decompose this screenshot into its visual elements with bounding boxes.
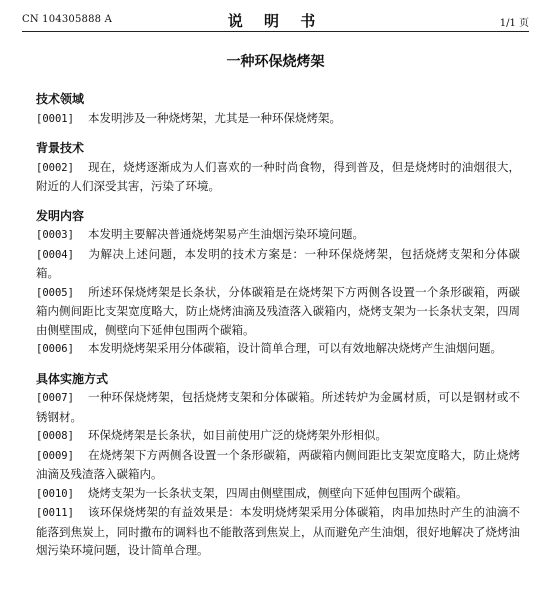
paragraph-text: 现在，烧烤逐渐成为人们喜欢的一种时尚食物，得到普及，但是烧烤时的油烟很大，附近的人们深受其害，污染了环境。 — [36, 159, 520, 193]
paragraph — [36, 426, 520, 446]
paragraph — [36, 339, 520, 359]
section-heading: 技术领域 — [36, 92, 85, 106]
paragraph-number: [0003] — [36, 229, 74, 241]
section-heading: 背景技术 — [36, 141, 85, 155]
paragraph — [36, 225, 520, 245]
paragraph — [36, 158, 520, 196]
paragraph — [36, 503, 520, 560]
paragraph-number: [0011] — [36, 507, 74, 519]
paragraph-number: [0009] — [36, 449, 74, 462]
paragraph — [36, 446, 520, 484]
paragraph — [36, 388, 520, 426]
document-body — [36, 90, 520, 560]
section-heading: 具体实施方式 — [36, 371, 109, 386]
page-number: 1/1 页 — [499, 18, 529, 29]
paragraph — [36, 283, 520, 340]
document-title: 一种环保烧烤架 — [226, 54, 325, 70]
paragraph-text: 一种环保烧烤架，包括烧烤支架和分体碳箱。所述转炉为金属材质，可以是钢材或不锈钢材。 — [36, 390, 520, 424]
paragraph-number: [0005] — [36, 286, 74, 299]
paragraph-text: 本发明涉及一种烧烤架，尤其是一种环保烧烤架。 — [88, 110, 341, 125]
header-rule — [22, 31, 529, 32]
paragraph — [36, 245, 520, 283]
paragraph-text: 环保烧烤架是长条状，如目前使用广泛的烧烤架外形相似。 — [88, 428, 387, 442]
paragraph-number: [0010] — [36, 487, 74, 500]
paragraph-number: [0008] — [36, 430, 74, 442]
paragraph-text: 本发明主要解决普通烧烤架易产生油烟污染环境问题。 — [88, 227, 364, 241]
paragraph-number: [0004] — [36, 248, 74, 261]
paragraph-number: [0001] — [36, 112, 74, 125]
section-heading: 发明内容 — [36, 208, 85, 223]
paragraph-number: [0007] — [36, 392, 74, 404]
paragraph-text: 所述环保烧烤架是长条状，分体碳箱是在烧烤架下方两侧各设置一个条形碳箱，两碳箱内侧间距比支架宽度略大，防止烧烤油滴及残渣落入碳箱内，烧烤支架为一长条状支架，四周由侧壁围成，侧壁向下延伸包围两个碳箱。 — [36, 284, 520, 337]
paragraph-text: 本发明烧烤架采用分体碳箱，设计简单合理，可以有效地解决烧烤产生油烟问题。 — [88, 341, 502, 355]
paragraph-number: [0006] — [36, 343, 74, 355]
doc-type-label: 说 明 书 — [227, 12, 324, 30]
paragraph-text: 为解决上述问题，本发明的技术方案是：一种环保烧烤架，包括烧烤支架和分体碳箱。 — [36, 246, 520, 280]
paragraph-text: 在烧烤架下方两侧各设置一个条形碳箱，两碳箱内侧间距比支架宽度略大，防止烧烤油滴及残渣落入碳箱内。 — [36, 447, 520, 481]
page-header — [22, 8, 529, 30]
paragraph — [36, 109, 520, 129]
paragraph-text: 烧烤支架为一长条状支架，四周由侧壁围成，侧壁向下延伸包围两个碳箱。 — [88, 485, 468, 500]
paragraph-number: [0002] — [36, 161, 74, 174]
paragraph — [36, 484, 520, 504]
paragraph-text: 该环保烧烤架的有益效果是：本发明烧烤架采用分体碳箱，肉串加热时产生的油滴不能落到焦炭上，同时撒布的调料也不能散落到焦炭上，从而避免产生油烟，很好地解决了烧烤油烟污染环境问题，设计简单合理。 — [36, 505, 520, 557]
doc-number: CN 104305888 A — [22, 14, 113, 25]
